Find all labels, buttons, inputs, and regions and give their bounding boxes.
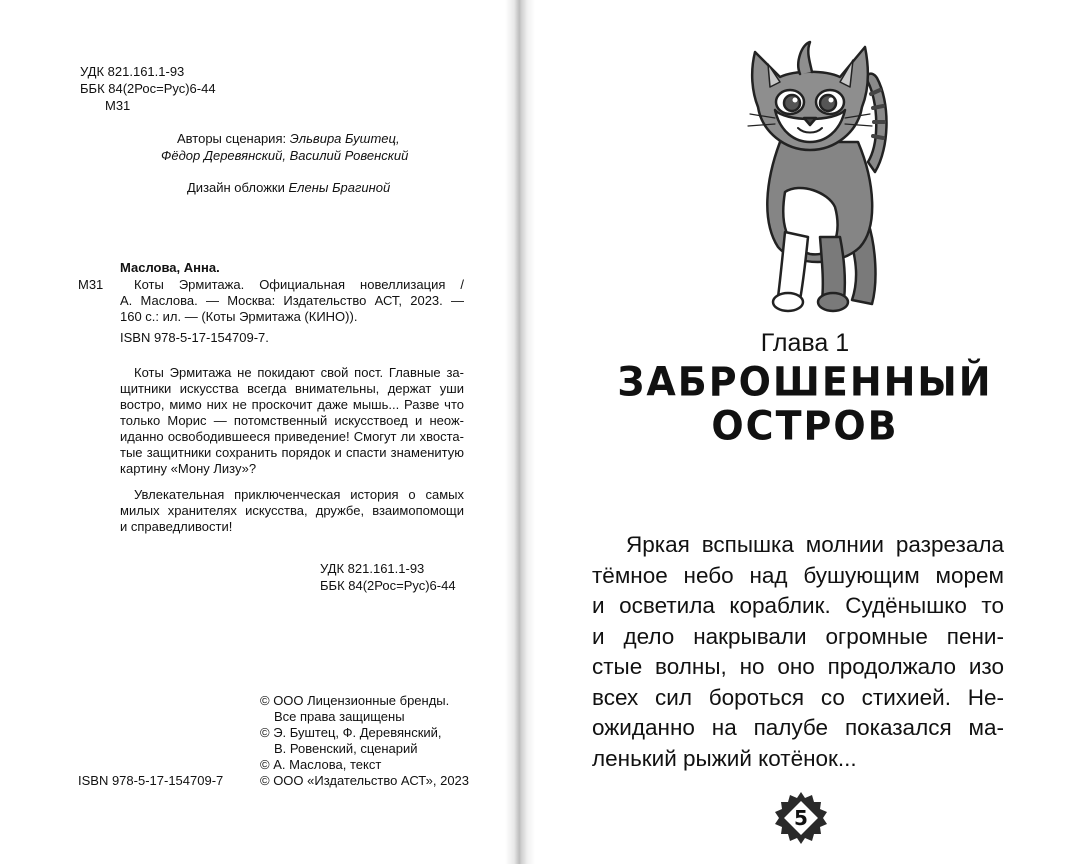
biblio-line: А. Маслова. — Москва: Издательство АСТ, 2023. —: [120, 293, 464, 308]
promo-line: милых хранителях искусства, дружбе, взаимопомощи: [120, 503, 464, 518]
body-line: и дело накрывали огромные пени-: [592, 623, 1004, 649]
udk-bottom: УДК 821.161.1-93: [320, 561, 425, 576]
copyright-line: В. Ровенский, сценарий: [274, 741, 418, 756]
body-line: Яркая вспышка молнии разрезала: [626, 532, 1004, 557]
biblio-line: 160 с.: ил. — (Коты Эрмитажа (КИНО)).: [120, 309, 358, 324]
body-line: ленький рыжий котёнок...: [592, 745, 857, 771]
authors-names-2: Фёдор Деревянский, Василий Ровенский: [161, 148, 409, 163]
bbk-bottom: ББК 84(2Рос=Рус)6-44: [320, 578, 456, 593]
authors-label: Авторы сценария:: [177, 131, 287, 146]
body-line: и осветила кораблик. Судёнышко то: [592, 593, 1004, 618]
code-top: М31: [105, 98, 131, 113]
promo-line: Увлекательная приключенческая история о самых: [134, 487, 464, 502]
annotation-line: щитники искусства всегда внимательны, держат уши: [120, 381, 464, 396]
authors-names-1: Эльвира Буштец,: [289, 131, 400, 146]
body-line: стые волны, но оно продолжало изо: [592, 654, 1004, 679]
copyright-line: © ООО «Издательство АСТ», 2023: [260, 773, 470, 788]
chapter-title-line-1: ЗАБРОШЕННЫЙ: [617, 358, 993, 406]
annotation-line: иданно освободившееся приведение! Смогут ли хвоста-: [120, 429, 464, 444]
biblio-line: Коты Эрмитажа. Официальная новеллизация /: [134, 277, 464, 292]
bibliographic-record: [120, 277, 464, 325]
annotation-line: только Морис — потомственный искусствоед и неож-: [120, 413, 464, 428]
copyright-line: © А. Маслова, текст: [260, 757, 382, 772]
copyright-line: © Э. Буштец, Ф. Деревянский,: [260, 725, 442, 740]
annotation-line: востро, мимо них не проскочит даже мышь... Разве что: [120, 397, 464, 412]
annotation: [120, 365, 464, 477]
body-line: всех сил бороться со стихией. Не-: [592, 684, 1004, 710]
chapter-number: Глава 1: [760, 329, 850, 357]
annotation-line: картину «Мону Лизу»?: [120, 461, 257, 476]
isbn-bottom: ISBN 978-5-17-154709-7: [78, 773, 224, 788]
copyright-block: [260, 693, 469, 789]
cover-designer: Елены Брагиной: [288, 180, 391, 195]
author-heading: Маслова, Анна.: [120, 260, 220, 275]
annotation-line: тые защитники сохранить порядок и спасти знаменитую: [120, 445, 464, 460]
body-line: тёмное небо над бушующим морем: [592, 562, 1004, 588]
annotation-line: Коты Эрмитажа не покидают свой пост. Главные за-: [134, 365, 464, 380]
authors-credit: [177, 131, 400, 147]
copyright-line: © ООО Лицензионные бренды.: [260, 693, 450, 708]
body-line: ожиданно на палубе показался ма-: [592, 715, 1004, 740]
page-number-badge: [773, 790, 829, 846]
cover-credit: [187, 180, 390, 196]
code-side: М31: [78, 277, 104, 292]
promo-text: [120, 487, 464, 535]
page-number: 5: [794, 806, 808, 830]
copyright-line: Все права защищены: [274, 709, 405, 724]
isbn: ISBN 978-5-17-154709-7.: [120, 330, 269, 345]
chapter-body: [592, 530, 1004, 774]
cat-illustration-icon: [740, 32, 900, 322]
udk-top: УДК 821.161.1-93: [80, 64, 185, 79]
bbk-top: ББК 84(2Рос=Рус)6-44: [80, 81, 216, 96]
chapter-title-line-2: ОСТРОВ: [711, 402, 899, 450]
cover-label: Дизайн обложки: [187, 180, 285, 195]
promo-line: и справедливости!: [120, 519, 233, 534]
